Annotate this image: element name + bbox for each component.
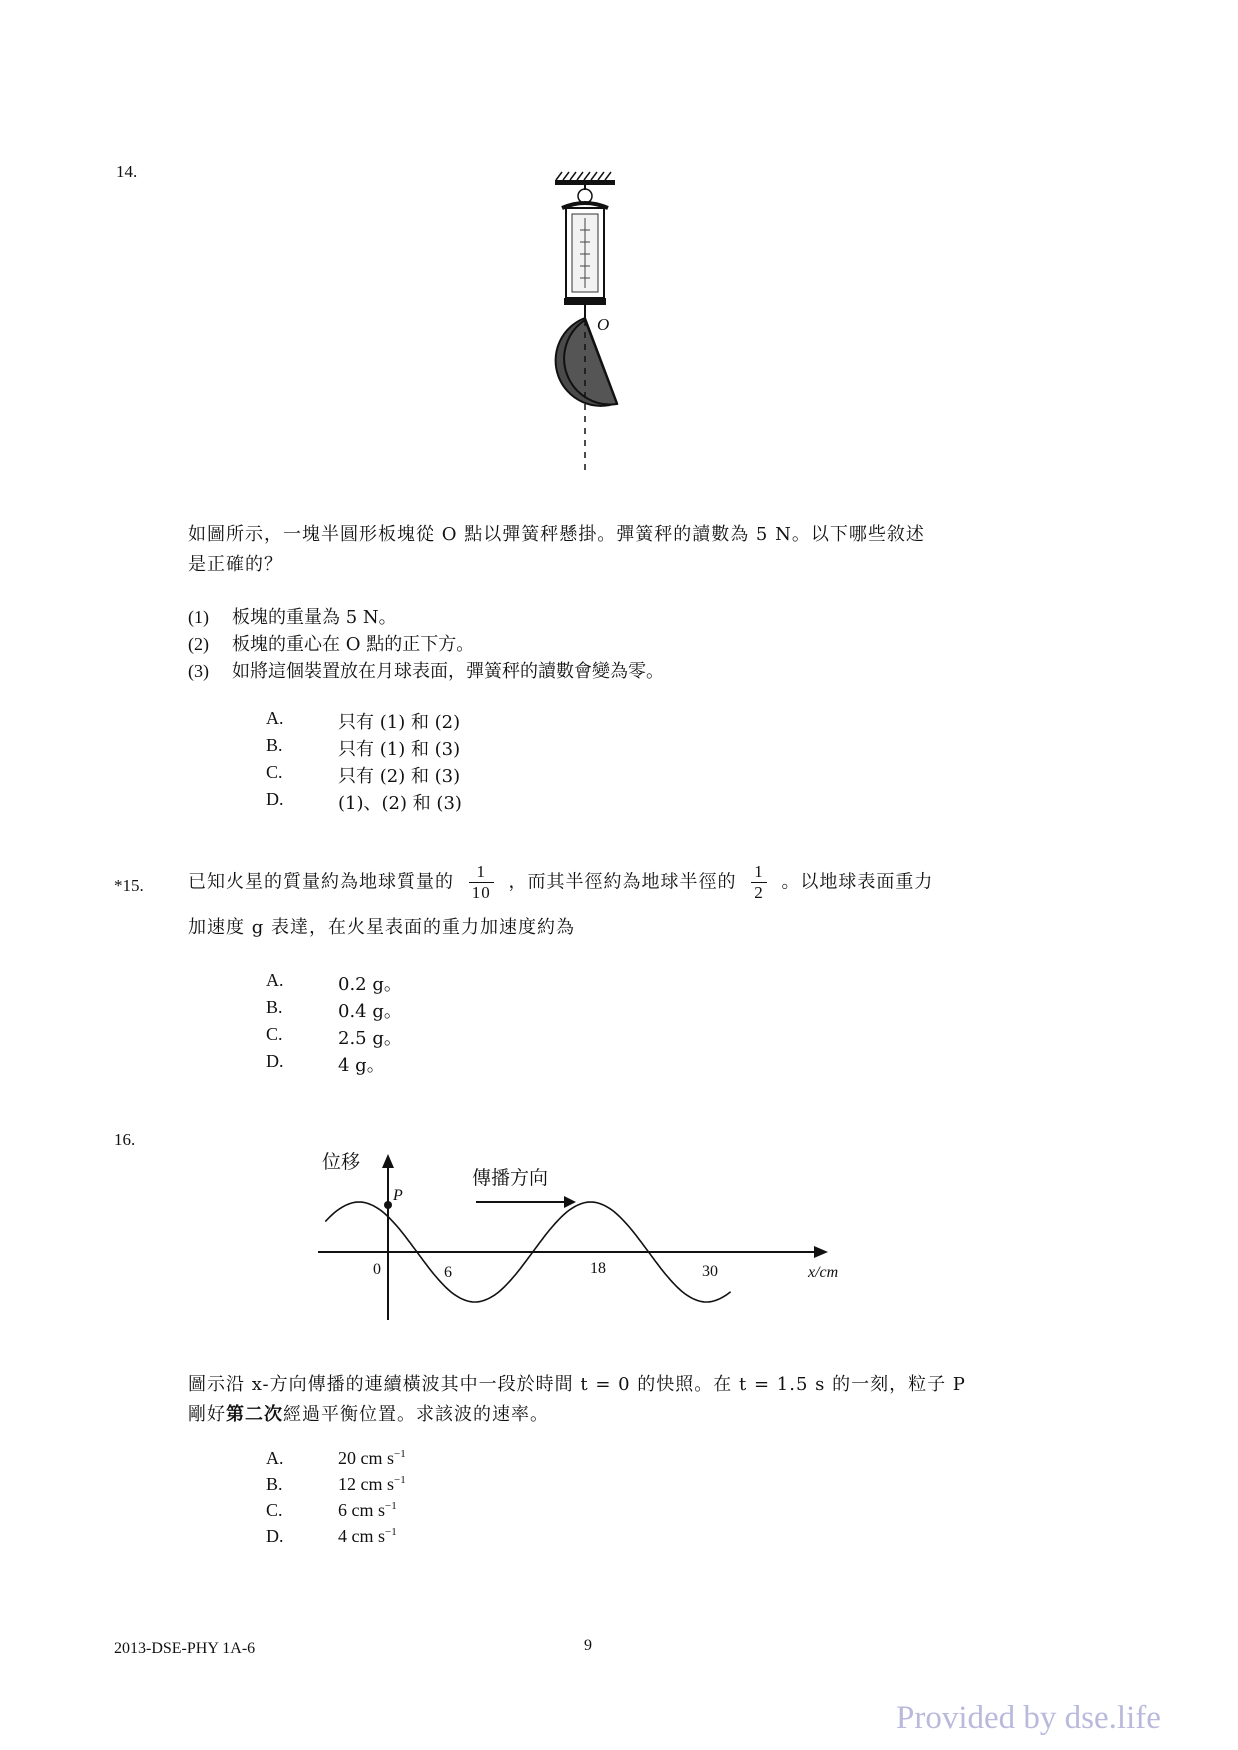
ceiling-support [555, 172, 615, 203]
question-16-stem-line2: 剛好第二次經過平衡位置。求該波的速率。 [188, 1404, 549, 1425]
paper-code: 2013-DSE-PHY 1A-6 [114, 1640, 256, 1657]
question-14-stem-line1: 如圖所示，一塊半圓形板塊從 O 點以彈簧秤懸掛。彈簧秤的讀數為 5 N。以下哪些敘述 [188, 524, 925, 545]
tick-label-0: 0 [373, 1261, 381, 1278]
tick-label-6: 6 [444, 1264, 452, 1281]
question-16-number: 16. [114, 1130, 136, 1149]
question-14-stem [188, 520, 1068, 580]
page-number: 9 [584, 1637, 592, 1654]
statement-3: (3) 如將這個裝置放在月球表面，彈簧秤的讀數會變為零。 [188, 661, 664, 682]
direction-label: 傳播方向 [472, 1167, 549, 1189]
fraction-one-half: $\frac{1}{2}$ [751, 862, 767, 903]
question-14-number: 14. [116, 162, 138, 181]
point-O-label: O [597, 315, 610, 334]
watermark: Provided by dse.life [896, 1700, 1161, 1736]
question-14-stem-line2: 是正確的？ [188, 554, 283, 575]
x-axis-label: x/cm [808, 1264, 839, 1281]
point-P [384, 1201, 392, 1209]
statement-1: (1) 板塊的重量為 5 N。 [188, 607, 397, 628]
y-axis-label: 位移 [322, 1151, 361, 1173]
y-axis-arrow [382, 1154, 394, 1168]
wave-graph [300, 1140, 860, 1335]
spring-balance [562, 203, 608, 318]
question-15-number: *15. [114, 876, 144, 895]
question-15-stem-line2: 加速度 g 表達，在火星表面的重力加速度約為 [188, 917, 575, 938]
x-axis-arrow [814, 1246, 828, 1258]
question-16-stem-line1: 圖示沿 x-方向傳播的連續橫波其中一段於時間 t = 0 的快照。在 t = 1.5 s 的一刻，粒子 P [188, 1374, 966, 1395]
question-15-stem-line1: 已知火星的質量約為地球質量的 $\frac{1}{10}$ ，而其半徑約為地球半徑的 $\frac{1}{2}$ 。以地球表面重力 [188, 862, 934, 902]
spring-balance-diagram [500, 170, 640, 480]
statement-2: (2) 板塊的重心在 O 點的正下方。 [188, 634, 475, 655]
tick-label-18: 18 [590, 1260, 606, 1277]
tick-label-30: 30 [702, 1263, 718, 1280]
point-P-label: P [393, 1187, 403, 1204]
fraction-one-tenth: $\frac{1}{10}$ [469, 862, 494, 903]
